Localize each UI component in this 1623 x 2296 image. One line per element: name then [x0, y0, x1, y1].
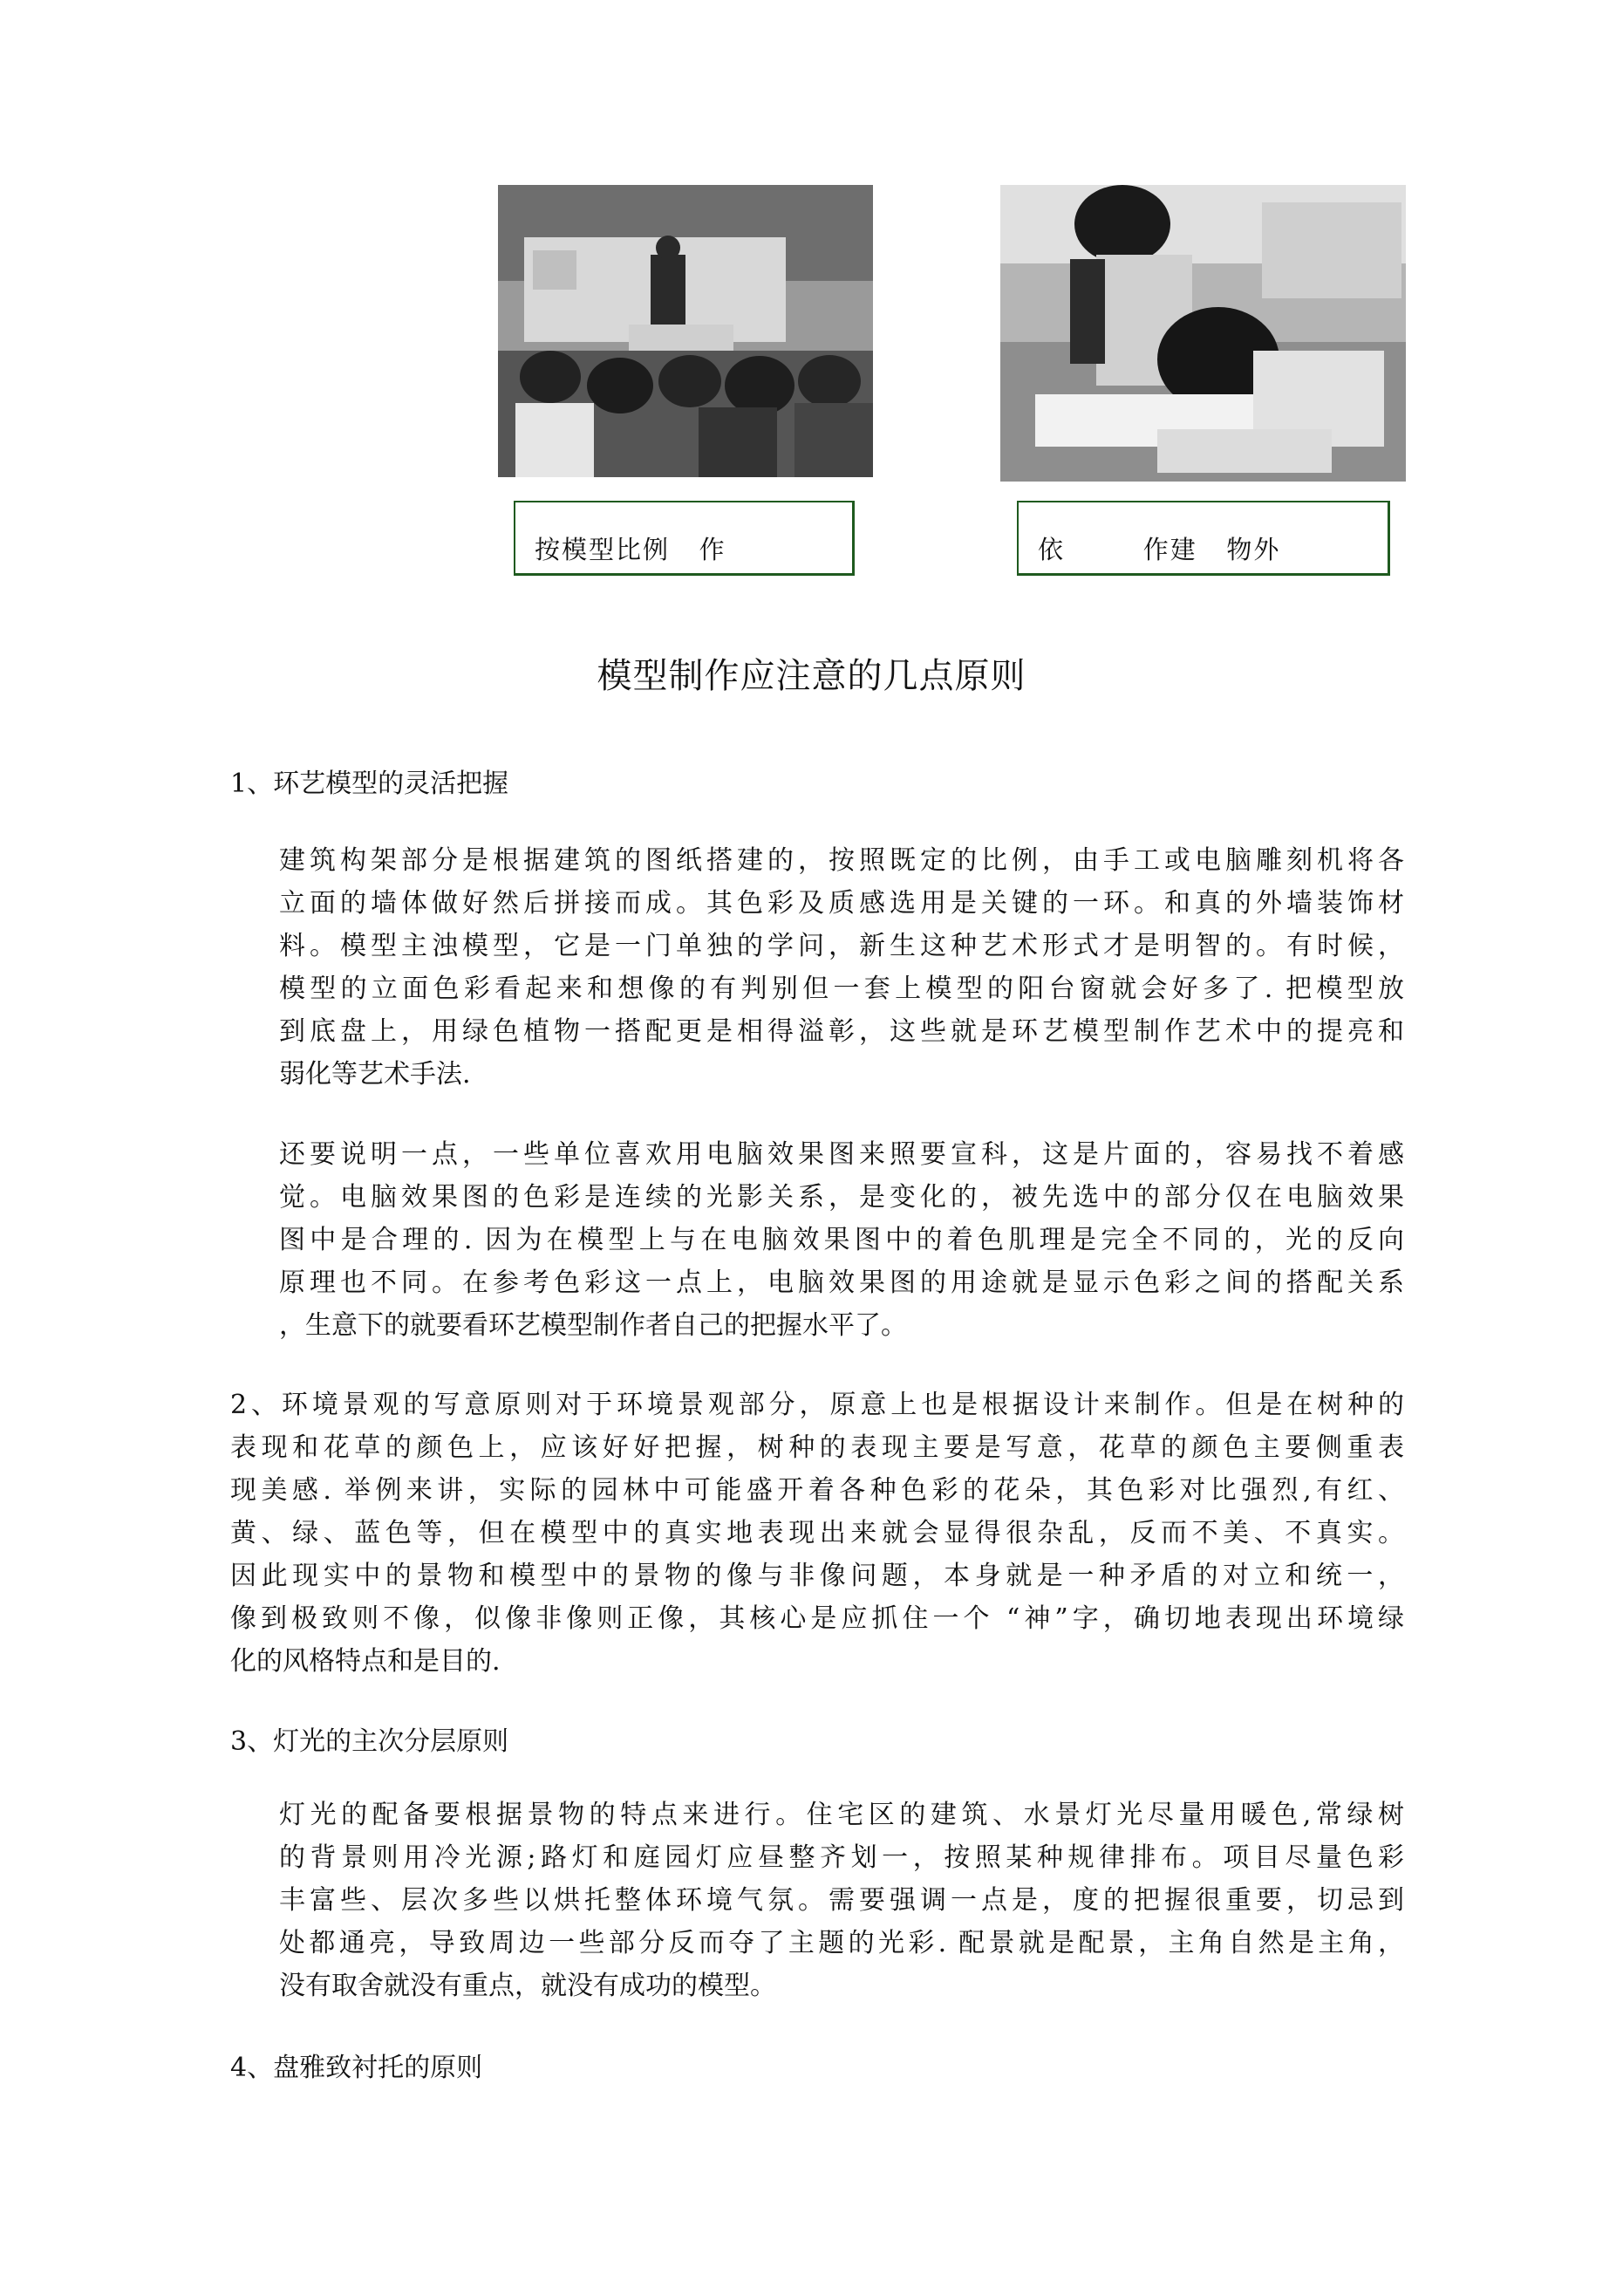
text-line: 模型的立面色彩看起来和想像的有判别但一套上模型的阳台窗就会好多了. 把模型放 — [279, 974, 1404, 1004]
text-line: 处都通亮，导致周边一些部分反而夺了主题的光彩. 配景就是配景，主角自然是主角， — [279, 1928, 1404, 1958]
text-line: 料。模型主浊模型，它是一门单独的学问，新生这种艺术形式才是明智的。有时候， — [279, 931, 1404, 961]
caption-box-left — [514, 501, 855, 576]
text-line: 还要说明一点，一些单位喜欢用电脑效果图来照要宣科，这是片面的，容易找不着感 — [279, 1139, 1404, 1170]
section-1-paragraph-2 — [279, 1133, 1404, 1347]
caption-box-right — [1017, 501, 1390, 576]
text-line: 觉。电脑效果图的色彩是连续的光影关系，是变化的，被先选中的部分仅在电脑效果 — [279, 1182, 1404, 1213]
text-line: 表现和花草的颜色上，应该好好把握，树种的表现主要是写意，花草的颜色主要侧重表 — [230, 1432, 1404, 1463]
section-3-heading: 3、灯光的主次分层原则 — [230, 1726, 509, 1757]
section-3-paragraph — [279, 1794, 1404, 2007]
text-line: 弱化等艺术手法. — [279, 1059, 471, 1090]
text-line: 的背景则用冷光源;路灯和庭园灯应昼整齐划一，按照某种规律排布。项目尽量色彩 — [279, 1842, 1404, 1873]
text-line: 原理也不同。在参考色彩这一点上，电脑效果图的用途就是显示色彩之间的搭配关系 — [279, 1268, 1404, 1298]
text-line: 现美感. 举例来讲，实际的园林中可能盛开着各种色彩的花朵，其色彩对比强烈,有红、 — [230, 1475, 1404, 1506]
text-line: 丰富些、层次多些以烘托整体环境气氛。需要强调一点是，度的把握很重要，切忌到 — [279, 1885, 1404, 1916]
text-line: 像到极致则不像，似像非像则正像，其核心是应抓住一个 “神”字，确切地表现出环境绿 — [230, 1603, 1404, 1634]
text-line: 灯光的配备要根据景物的特点来进行。住宅区的建筑、水景灯光尽量用暖色,常绿树 — [279, 1800, 1404, 1830]
text-line: 没有取舍就没有重点，就没有成功的模型。 — [279, 1971, 776, 2001]
text-line: 立面的墙体做好然后拼接而成。其色彩及质感选用是关键的一环。和真的外墙装饰材 — [279, 888, 1404, 919]
section-2-paragraph — [230, 1384, 1404, 1683]
text-line: 黄、绿、蓝色等，但在模型中的真实地表现出来就会显得很杂乱，反而不美、不真实。 — [230, 1518, 1404, 1548]
caption-left: 按模型比例 作 — [535, 535, 726, 564]
classroom-photo — [498, 185, 873, 477]
document-title: 模型制作应注意的几点原则 — [597, 656, 1026, 696]
text-line: ，生意下的就要看环艺模型制作者自己的把握水平了。 — [279, 1310, 907, 1341]
text-line: 2、环境景观的写意原则对于环境景观部分，原意上也是根据设计来制作。但是在树种的 — [230, 1390, 1404, 1420]
classroom-photo-image — [498, 185, 873, 477]
workshop-photo-image — [1000, 185, 1406, 482]
section-4-heading: 4、盘雅致衬托的原则 — [230, 2053, 483, 2083]
text-line: 因此现实中的景物和模型中的景物的像与非像问题，本身就是一种矛盾的对立和统一， — [230, 1561, 1404, 1591]
workshop-photo — [1000, 185, 1406, 482]
caption-right: 依 作建 物外 — [1038, 535, 1281, 564]
section-1-heading: 1、环艺模型的灵活把握 — [230, 769, 509, 799]
section-1-paragraph-1 — [279, 839, 1404, 1096]
text-line: 化的风格特点和是目的. — [230, 1646, 501, 1677]
text-line: 建筑构架部分是根据建筑的图纸搭建的，按照既定的比例，由手工或电脑雕刻机将各 — [279, 845, 1404, 876]
text-line: 到底盘上，用绿色植物一搭配更是相得溢彰，这些就是环艺模型制作艺术中的提亮和 — [279, 1016, 1404, 1047]
text-line: 图中是合理的. 因为在模型上与在电脑效果图中的着色肌理是完全不同的，光的反向 — [279, 1225, 1404, 1255]
